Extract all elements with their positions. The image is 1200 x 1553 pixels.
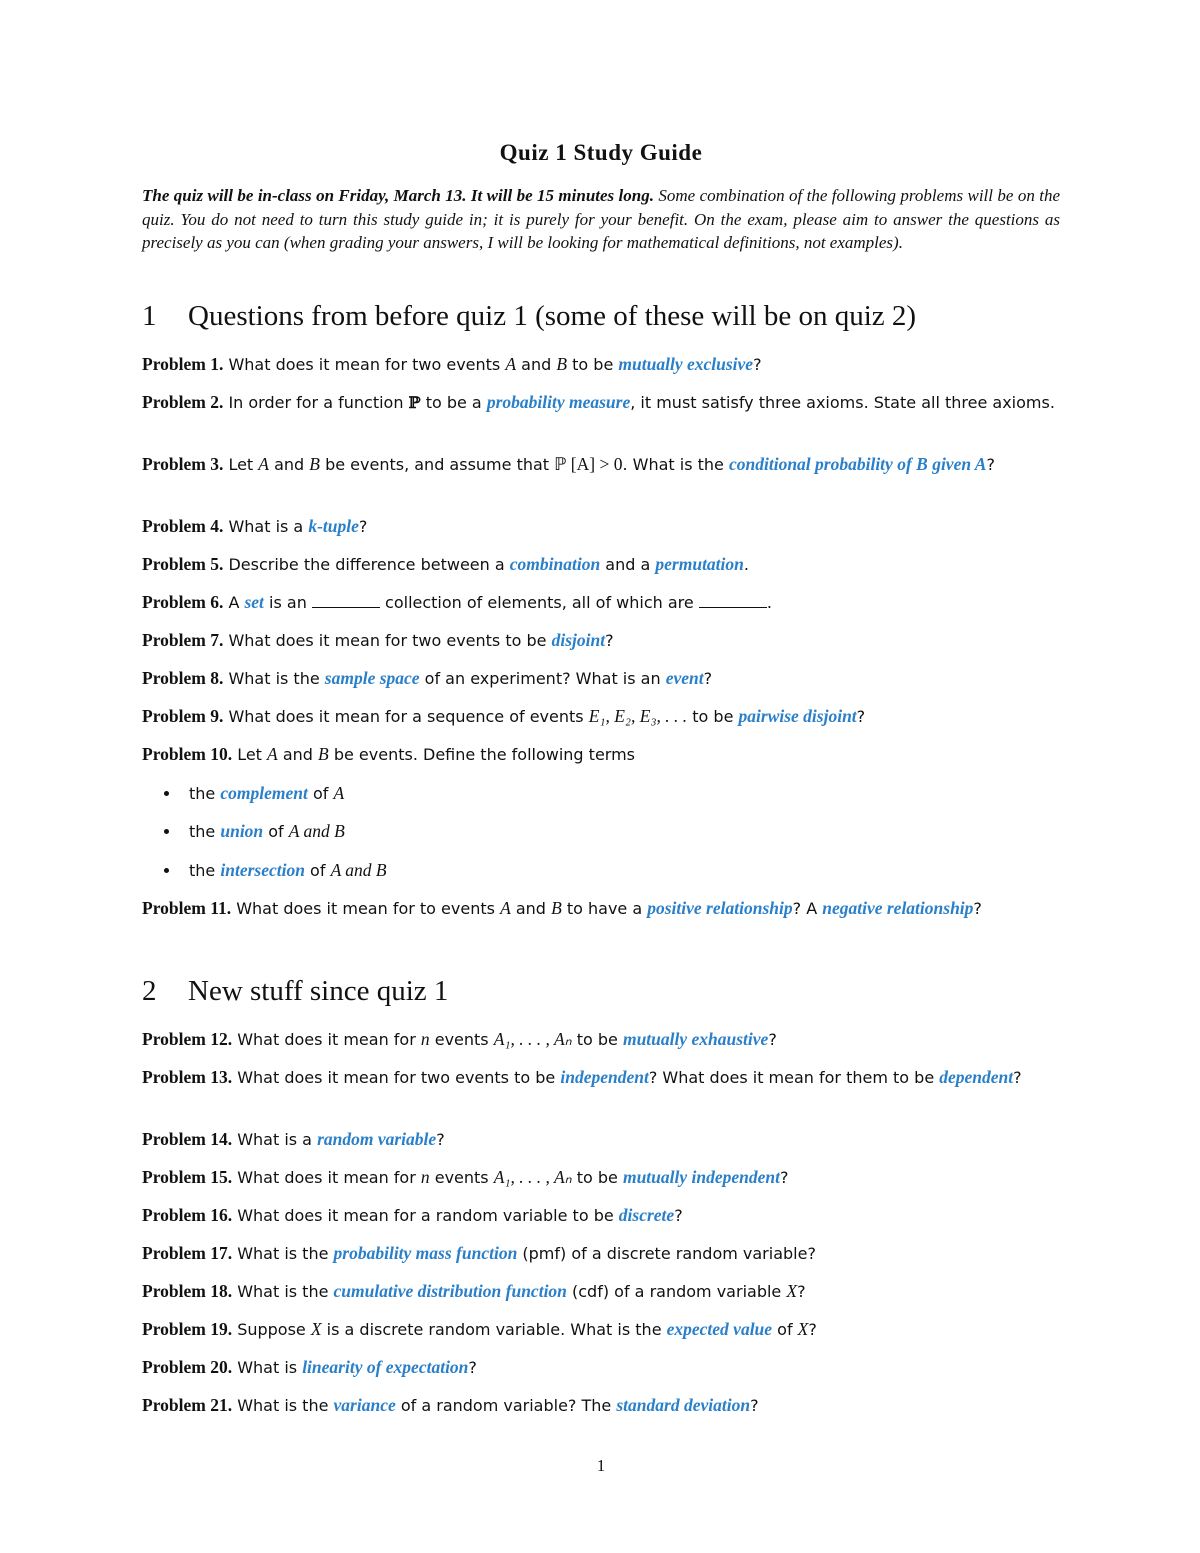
problem-label: Problem 16. xyxy=(142,1205,233,1225)
problem-18 xyxy=(142,1279,1060,1304)
term-link[interactable]: mutually exhaustive xyxy=(622,1029,769,1049)
problem-text: to be xyxy=(576,1030,618,1049)
math-var: X xyxy=(797,1319,809,1339)
bullet-icon xyxy=(164,868,169,873)
problem-text: and xyxy=(274,455,305,474)
problem-14 xyxy=(142,1127,1060,1152)
math-var: A xyxy=(500,898,511,918)
problem-8 xyxy=(142,666,1060,691)
problem-text: of xyxy=(310,861,326,880)
problem-5 xyxy=(142,552,1060,577)
problem-text: be events, and assume that xyxy=(325,455,550,474)
math-var: A xyxy=(258,454,269,474)
problem-text: events xyxy=(434,1168,489,1187)
problem-text: What does it mean for xyxy=(237,1168,416,1187)
problem-label: Problem 20. xyxy=(142,1357,233,1377)
term-link[interactable]: standard deviation xyxy=(616,1395,751,1415)
term-link[interactable]: union xyxy=(220,821,264,841)
section-number: 1 xyxy=(142,300,157,332)
problem-1 xyxy=(142,352,1060,377)
page-title: Quiz 1 Study Guide xyxy=(499,140,703,165)
term-link[interactable]: complement xyxy=(220,783,308,803)
math-var: X xyxy=(310,1319,322,1339)
problem-text: What does it mean for a random variable to be xyxy=(237,1206,614,1225)
bullet-icon xyxy=(164,791,169,796)
section-heading-1 xyxy=(142,300,916,333)
problem-text: What is xyxy=(237,1358,298,1377)
section-heading-2 xyxy=(142,975,448,1008)
problem-text: of an experiment? What is an xyxy=(424,669,661,688)
problem-text: ? A xyxy=(792,899,818,918)
problem-text: and xyxy=(282,745,313,764)
problem-text: ? xyxy=(856,707,866,726)
problem-label: Problem 3. xyxy=(142,454,224,474)
problem-label: Problem 2. xyxy=(142,392,224,412)
problem-16 xyxy=(142,1203,1060,1228)
problem-19 xyxy=(142,1317,1060,1342)
problem-text: and a xyxy=(605,555,651,574)
problem-7 xyxy=(142,628,1060,653)
math-var: B xyxy=(556,354,568,374)
problem-label: Problem 5. xyxy=(142,554,224,574)
problem-text: . xyxy=(743,555,749,574)
math-var: A and B xyxy=(288,821,345,841)
problem-text: What is the xyxy=(228,669,320,688)
problem-text: the xyxy=(189,822,216,841)
section-number: 2 xyxy=(142,975,157,1007)
term-link[interactable]: set xyxy=(244,592,264,612)
math-var: A and B xyxy=(330,860,387,880)
problem-text: Suppose xyxy=(237,1320,306,1339)
problem-label: Problem 10. xyxy=(142,744,233,764)
problem-text: ? xyxy=(750,1396,759,1415)
problem-text: What does it mean for two events xyxy=(228,355,501,374)
math-sequence: A₁, . . . , Aₙ xyxy=(493,1167,572,1187)
page-number: 1 xyxy=(596,1456,606,1475)
problem-text: to be a xyxy=(425,393,482,412)
problem-text: and xyxy=(521,355,552,374)
problem-text: (cdf) of a random variable xyxy=(572,1282,782,1301)
problem-text: ? xyxy=(768,1030,777,1049)
problem-12 xyxy=(142,1027,1060,1052)
fill-in-blank xyxy=(312,593,380,608)
problem-label: Problem 21. xyxy=(142,1395,233,1415)
problem-4 xyxy=(142,514,1060,539)
problem-3 xyxy=(142,452,1060,477)
problem-text: ? xyxy=(753,355,762,374)
problem-text: What is a xyxy=(228,517,304,536)
problem-15 xyxy=(142,1165,1060,1190)
problem-label: Problem 8. xyxy=(142,668,224,688)
problem-text: . xyxy=(766,593,772,612)
term-link[interactable]: combination xyxy=(509,554,601,574)
problem-text: ? xyxy=(808,1320,817,1339)
problem-text: of xyxy=(268,822,284,841)
problem-text: ? xyxy=(605,631,614,650)
term-link[interactable]: probability mass function xyxy=(333,1243,518,1263)
term-link[interactable]: cumulative distribution function xyxy=(333,1281,567,1301)
problem-text: What does it mean for xyxy=(237,1030,416,1049)
problem-11 xyxy=(142,896,1060,921)
problem-label: Problem 9. xyxy=(142,706,224,726)
problem-label: Problem 11. xyxy=(142,898,232,918)
math-sequence: E₁, E₂, E₃, . . . xyxy=(588,706,688,726)
problem-text: is an xyxy=(269,593,307,612)
problem-label: Problem 6. xyxy=(142,592,224,612)
problem-text: What is the xyxy=(237,1396,329,1415)
term-link[interactable]: negative relationship xyxy=(822,898,974,918)
problem-13 xyxy=(142,1065,1060,1090)
problem-label: Problem 17. xyxy=(142,1243,233,1263)
problem-label: Problem 14. xyxy=(142,1129,233,1149)
problem-text: What does it mean for a sequence of events xyxy=(228,707,584,726)
list-item xyxy=(164,781,1044,806)
math-var: A xyxy=(333,783,345,803)
intro-bold: The quiz will be in-class on Friday, March 13. It will be 15 minutes long. xyxy=(142,186,654,205)
problem-text: ? xyxy=(468,1358,477,1377)
list-item xyxy=(164,819,1044,844)
problem-text: What does it mean for two events to be xyxy=(237,1068,556,1087)
term-link[interactable]: event xyxy=(665,668,704,688)
problem-10 xyxy=(142,742,1060,767)
problem-9 xyxy=(142,704,1060,729)
problem-21 xyxy=(142,1393,1060,1418)
problem-text: collection of elements, all of which are xyxy=(385,593,694,612)
term-link[interactable]: random variable xyxy=(317,1129,437,1149)
math-var: B xyxy=(551,898,562,918)
problem-text: of xyxy=(777,1320,793,1339)
bullet-icon xyxy=(164,829,169,834)
term-link[interactable]: dependent xyxy=(939,1067,1014,1087)
term-link[interactable]: variance xyxy=(333,1395,396,1415)
problem-6 xyxy=(142,590,1060,615)
problem-text: ? What does it mean for them to be xyxy=(648,1068,935,1087)
problem-text: Describe the difference between a xyxy=(228,555,505,574)
term-link[interactable]: mutually independent xyxy=(622,1167,780,1187)
problem-text: to be xyxy=(576,1168,618,1187)
problem-17 xyxy=(142,1241,1060,1266)
math-symbol: ℙ xyxy=(408,393,421,412)
math-sequence: A₁, . . . , Aₙ xyxy=(493,1029,572,1049)
problem-text: be events. Define the following terms xyxy=(333,745,635,764)
problem-text: to be xyxy=(572,355,614,374)
problem-label: Problem 19. xyxy=(142,1319,233,1339)
term-link[interactable]: probability measure xyxy=(486,392,631,412)
problem-2 xyxy=(142,390,1060,415)
problem-label: Problem 7. xyxy=(142,630,224,650)
problem-text: the xyxy=(189,784,216,803)
problem-text: is a discrete random variable. What is the xyxy=(326,1320,662,1339)
problem-text: What is a xyxy=(237,1130,312,1149)
math-expression: ℙ [A] > 0 xyxy=(554,454,623,474)
problem-text: , it must satisfy three axioms. State all three axioms. xyxy=(630,393,1055,412)
term-link[interactable]: permutation xyxy=(655,554,744,574)
document-page xyxy=(142,0,1060,1553)
term-link[interactable]: positive relationship xyxy=(647,898,793,918)
problem-label: Problem 18. xyxy=(142,1281,233,1301)
problem-text: In order for a function xyxy=(228,393,404,412)
math-var: X xyxy=(786,1281,798,1301)
problem-text: (pmf) of a discrete random variable? xyxy=(522,1244,816,1263)
problem-20 xyxy=(142,1355,1060,1380)
problem-text: What does it mean for two events to be xyxy=(228,631,547,650)
list-item xyxy=(164,858,1044,883)
term-link[interactable]: expected value xyxy=(666,1319,773,1339)
problem-label: Problem 4. xyxy=(142,516,224,536)
problem-text: What is the xyxy=(237,1282,329,1301)
problem-text: Let xyxy=(228,455,254,474)
problem-text: of xyxy=(312,784,329,803)
problem-text: Let xyxy=(237,745,262,764)
math-var: B xyxy=(309,454,320,474)
problem-text: ? xyxy=(986,455,995,474)
section-title: Questions from before quiz 1 (some of these will be on quiz 2) xyxy=(188,300,917,332)
problem-text: . What is the xyxy=(622,455,724,474)
math-var: n xyxy=(420,1167,430,1187)
problem-label: Problem 15. xyxy=(142,1167,233,1187)
intro-paragraph xyxy=(142,184,1060,255)
problem-text: ? xyxy=(703,669,713,688)
term-link[interactable]: linearity of expectation xyxy=(302,1357,469,1377)
problem-text: A xyxy=(228,593,240,612)
intro-text: Some combination of the following problems will be on the quiz. You do not need to turn this study guide in; it is purely for your benefit. On the exam, please aim to answer the questions as precisely as you can (when grading your answers, I will be looking for mathematical definitions, not examples). xyxy=(142,186,1060,252)
term-link[interactable]: k-tuple xyxy=(308,516,359,536)
problem-text: ? xyxy=(358,517,368,536)
problem-label: Problem 12. xyxy=(142,1029,233,1049)
problem-text: ? xyxy=(1013,1068,1022,1087)
term-link[interactable]: intersection xyxy=(220,860,305,880)
problem-text: ? xyxy=(436,1130,445,1149)
problem-text: and xyxy=(515,899,546,918)
term-link[interactable]: sample space xyxy=(324,668,420,688)
math-var: B xyxy=(318,744,329,764)
problem-text: of a random variable? The xyxy=(400,1396,612,1415)
term-link[interactable]: discrete xyxy=(618,1205,675,1225)
problem-text: What does it mean for to events xyxy=(236,899,495,918)
problem-label: Problem 1. xyxy=(142,354,224,374)
problem-text: ? xyxy=(973,899,982,918)
math-var: A xyxy=(505,354,517,374)
term-link[interactable]: independent xyxy=(560,1067,649,1087)
math-var: n xyxy=(420,1029,430,1049)
term-link[interactable]: mutually exclusive xyxy=(618,354,754,374)
problem-text: events xyxy=(434,1030,489,1049)
section-title: New stuff since quiz 1 xyxy=(188,975,449,1007)
term-link[interactable]: pairwise disjoint xyxy=(738,706,857,726)
problem-label: Problem 13. xyxy=(142,1067,233,1087)
problem-text: to be xyxy=(692,707,734,726)
fill-in-blank xyxy=(699,593,767,608)
math-var: A xyxy=(267,744,278,764)
problem-text: ? xyxy=(779,1168,789,1187)
term-link[interactable]: disjoint xyxy=(551,630,606,650)
problem-text: the xyxy=(189,861,216,880)
problem-text: to have a xyxy=(566,899,643,918)
problem-text: ? xyxy=(797,1282,806,1301)
problem-text: ? xyxy=(674,1206,683,1225)
term-link[interactable]: conditional probability of B given A xyxy=(728,454,987,474)
problem-text: What is the xyxy=(237,1244,329,1263)
